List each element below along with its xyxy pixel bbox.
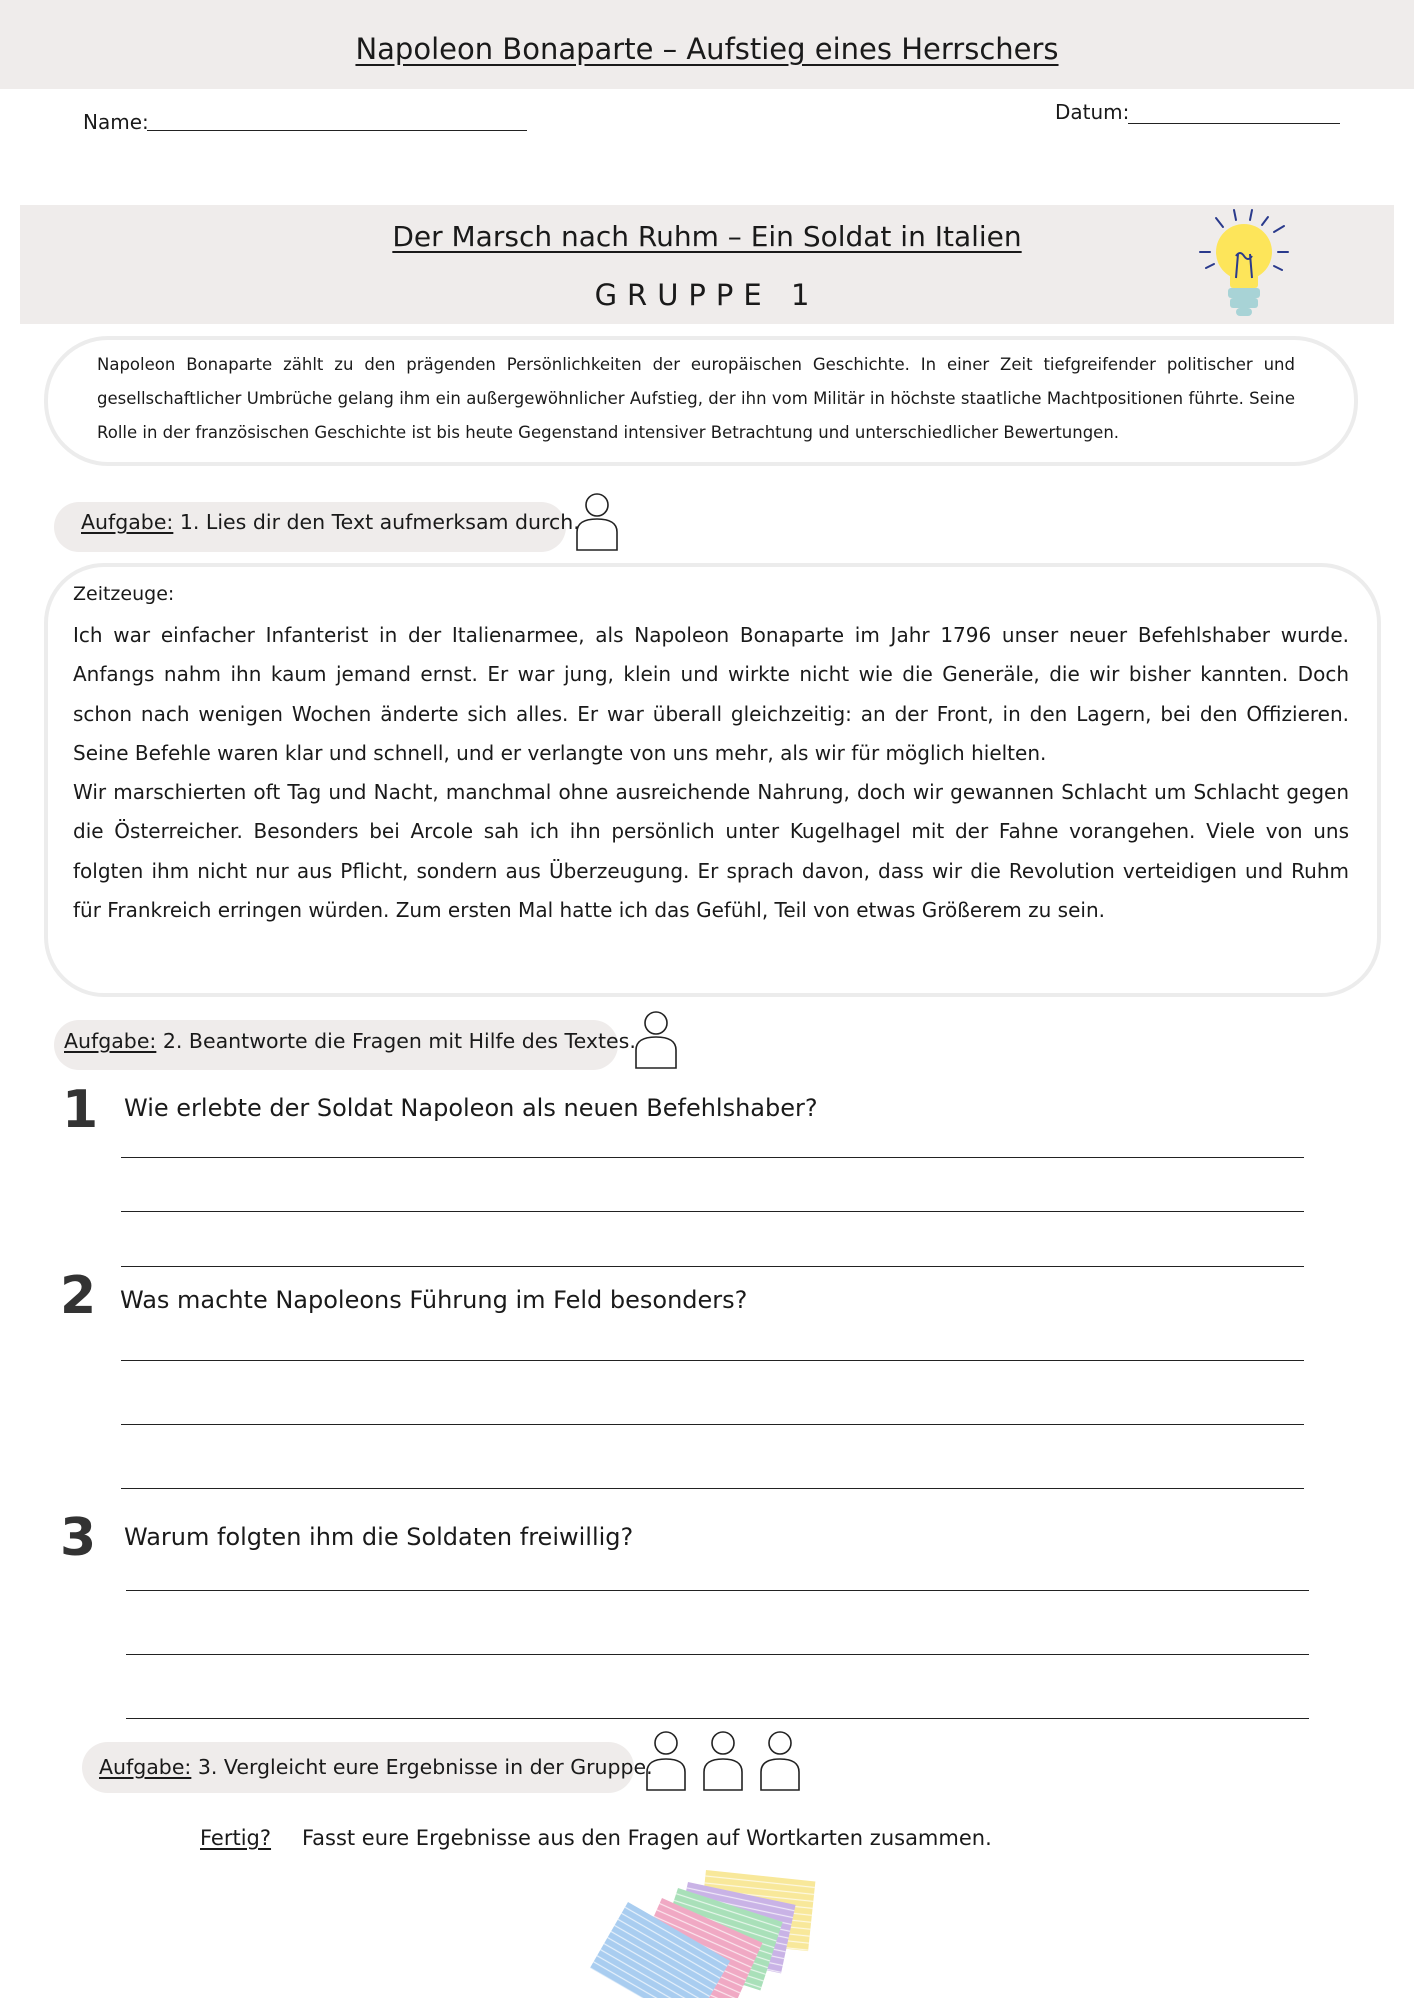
answer-line [126,1718,1309,1719]
task1-instruction [81,510,580,534]
witness-heading: Zeitzeuge: [73,583,175,605]
task3-instruction [99,1755,653,1779]
answer-line [126,1654,1309,1655]
task3-text: 3. Vergleicht eure Ergebnisse in der Gruppe. [191,1755,653,1779]
task1-label: Aufgabe: [81,510,174,534]
page-title: Napoleon Bonaparte – Aufstieg eines Herrschers [355,32,1059,66]
finish-label: Fertig? [200,1826,272,1850]
question-text-2: Was machte Napoleons Führung im Feld besonders? [120,1286,748,1314]
name-line [147,130,527,131]
name-label: Name: [83,110,149,134]
witness-paragraph-2: Wir marschierten oft Tag und Nacht, manchmal ohne ausreichende Nahrung, doch wir gewannen Schlacht um Schlacht gegen die Österreicher. Besonders bei Arcole sah ich ihn persönlich unter Kugelhagel mit der Fahne vorangehen. Viele von uns folgten ihm nicht nur aus Pflicht, sondern aus Überzeugung. Er sprach davon, dass wir die Revolution verteidigen und Ruhm für Frankreich erringen würden. Zum ersten Mal hatte ich das Gefühl, Teil von etwas Größerem zu sein. [73,780,1349,922]
question-number-1: 1 [62,1080,99,1140]
task1-text: 1. Lies dir den Text aufmerksam durch. [173,510,580,534]
question-text-1: Wie erlebte der Soldat Napoleon als neuen Befehlshaber? [124,1094,818,1122]
task3-label: Aufgabe: [99,1755,192,1779]
answer-line [126,1590,1309,1591]
question-number-3: 3 [60,1508,97,1568]
section-title: Der Marsch nach Ruhm – Ein Soldat in Italien [392,220,1022,253]
task2-label: Aufgabe: [64,1029,157,1053]
finish-text: Fasst eure Ergebnisse aus den Fragen auf Wortkarten zusammen. [302,1826,992,1850]
task2-instruction [64,1029,636,1053]
date-line [1128,123,1340,124]
intro-text: Napoleon Bonaparte zählt zu den prägenden Persönlichkeiten der europäischen Geschichte. In einer Zeit tiefgreifender politischer und gesellschaftlicher Umbrüche gelang ihm ein außergewöhnlicher Aufstieg, der ihn vom Militär in höchste staatliche Machtpositionen führte. Seine Rolle in der französischen Geschichte ist bis heute Gegenstand intensiver Betrachtung und unterschiedlicher Bewertungen. [97,355,1295,442]
question-number-2: 2 [60,1266,97,1326]
task2-text: 2. Beantworte die Fragen mit Hilfe des Textes. [156,1029,636,1053]
answer-line [121,1424,1304,1425]
index-cards-icon [588,1862,828,1998]
group-label: GRUPPE 1 [594,278,820,312]
question-text-3: Warum folgten ihm die Soldaten freiwillig? [124,1523,634,1551]
person-icon [574,492,620,554]
answer-line [121,1488,1304,1489]
answer-line [121,1360,1304,1361]
date-label: Datum: [1055,100,1130,124]
group-icon [644,1730,804,1794]
answer-line [121,1266,1304,1267]
answer-line [121,1157,1304,1158]
answer-line [121,1211,1304,1212]
person-icon [633,1010,679,1072]
lightbulb-icon [1192,208,1302,323]
witness-paragraph-1: Ich war einfacher Infanterist in der Italienarmee, als Napoleon Bonaparte im Jahr 1796 unser neuer Befehlshaber wurde. Anfangs nahm ihn kaum jemand ernst. Er war jung, klein und wirkte nicht wie die Generäle, die wir bisher kannten. Doch schon nach wenigen Wochen änderte sich alles. Er war überall gleichzeitig: an der Front, in den Lagern, bei den Offizieren. Seine Befehle waren klar und schnell, und er verlangte von uns mehr, als wir für möglich hielten. [73,623,1349,765]
